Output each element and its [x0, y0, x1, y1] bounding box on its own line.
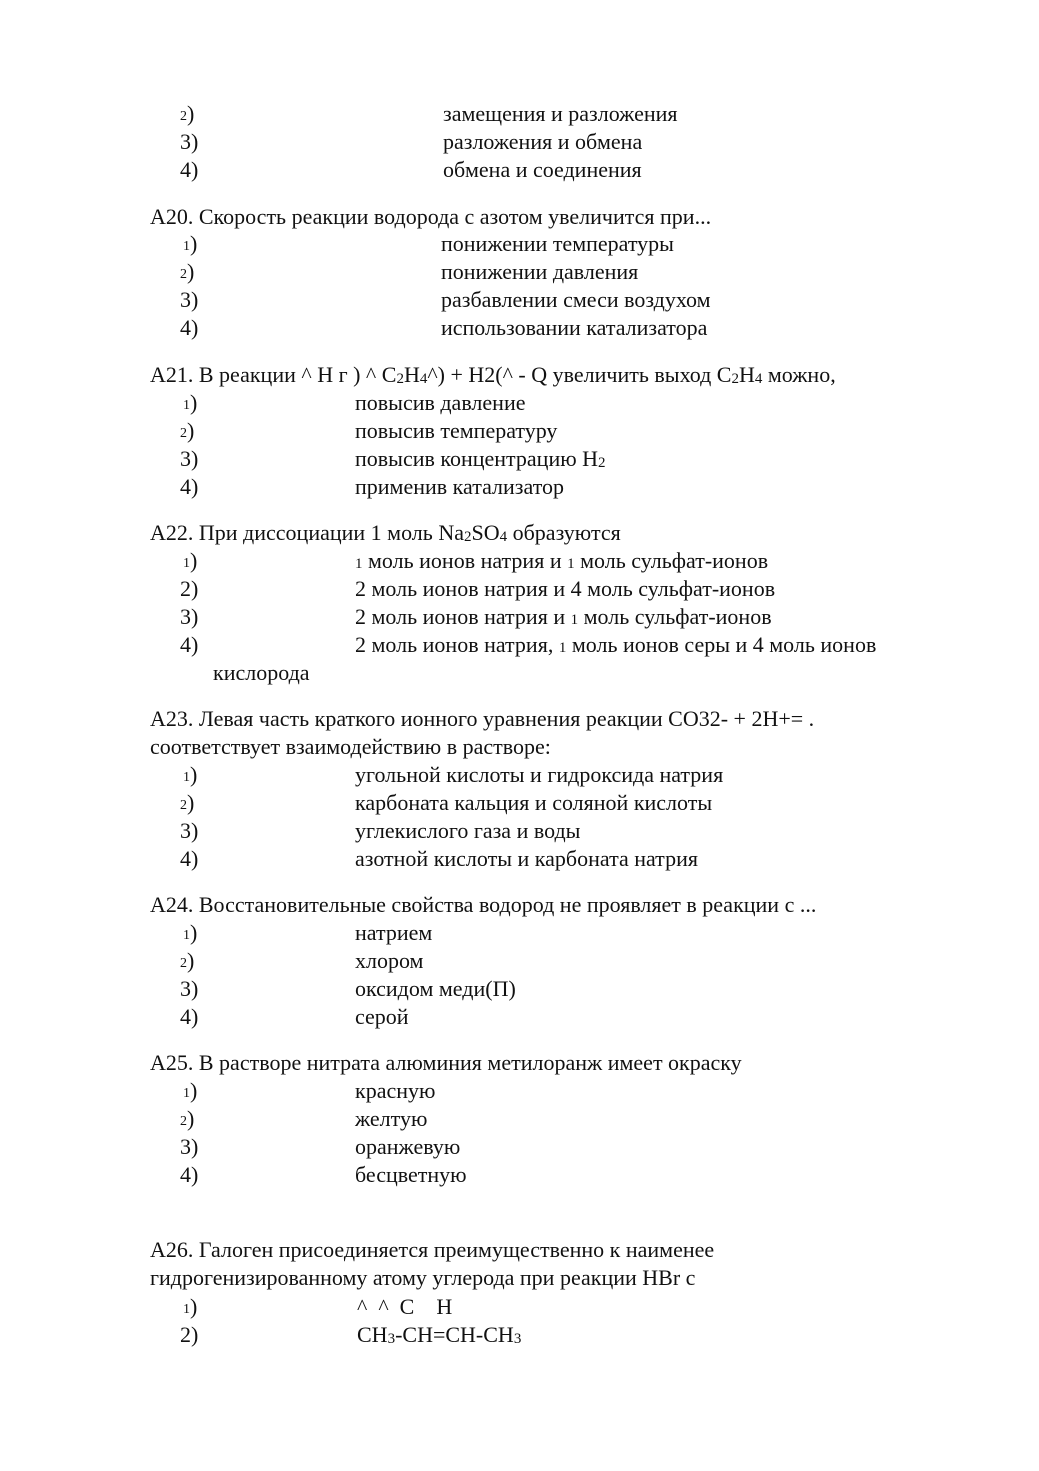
q24-question: А24. Восстановительные свойства водород не проявляет в реакции с ... — [150, 892, 817, 917]
q22-question: А22. При диссоциации 1 моль Na2SO4 образуются — [150, 520, 621, 545]
q19-option-2-text: замещения и разложения — [443, 101, 678, 126]
q20-option-1-num: 1) — [183, 231, 198, 256]
q24-option-4-text: серой — [355, 1004, 409, 1029]
q25-option-4-num: 4) — [180, 1162, 199, 1187]
q19-option-3-num: 3) — [180, 129, 199, 154]
q24-option-2-num: 2) — [180, 948, 195, 973]
q25-option-1-num: 1) — [183, 1078, 198, 1103]
q23-option-2-num: 2) — [180, 790, 195, 815]
q19-option-2-num: 2) — [180, 101, 195, 126]
q24-option-4-num: 4) — [180, 1004, 199, 1029]
q21-question: А21. В реакции ^ Н г ) ^ C2H4^) + H2(^ - Q увеличить выход C2H4 можно, — [150, 362, 836, 387]
q24-option-2-text: хлором — [355, 948, 424, 973]
q22-option-2-num: 2) — [180, 576, 199, 601]
q25-option-3-text: оранжевую — [355, 1134, 461, 1159]
q24-option-1-text: натрием — [355, 920, 433, 945]
q20-question: А20. Скорость реакции водорода с азотом увеличится при... — [150, 204, 712, 229]
q25-option-2-text: желтую — [355, 1106, 428, 1131]
q25-option-2-num: 2) — [180, 1106, 195, 1131]
q22-option-4-num: 4) — [180, 632, 199, 657]
q23-option-2-text: карбоната кальция и соляной кислоты — [355, 790, 713, 815]
q19-option-4-num: 4) — [180, 157, 199, 182]
q21-option-3-num: 3) — [180, 446, 199, 471]
q23-option-1-text: угольной кислоты и гидроксида натрия — [355, 762, 724, 787]
q21-option-4-text: применив катализатор — [355, 474, 565, 499]
q20-option-4-text: использовании катализатора — [441, 315, 708, 340]
q20-option-4-num: 4) — [180, 315, 199, 340]
q22-option-1-num: 1) — [183, 548, 198, 573]
q22-option-4-continuation: кислорода — [213, 660, 310, 685]
q25-option-4-text: бесцветную — [355, 1162, 467, 1187]
q20-option-3-num: 3) — [180, 287, 199, 312]
q21-option-2-text: повысив температуру — [355, 418, 558, 443]
q23-option-3-text: углекислого газа и воды — [355, 818, 581, 843]
q23-option-4-num: 4) — [180, 846, 199, 871]
q24-option-3-text: оксидом меди(П) — [355, 976, 516, 1001]
q21-option-3-text: повысив концентрацию H2 — [355, 446, 606, 471]
q22-option-3-text: 2 моль ионов натрия и 1 моль сульфат-ионов — [355, 604, 772, 629]
q22-option-2-text: 2 моль ионов натрия и 4 моль сульфат-ионов — [355, 576, 776, 601]
q20-option-2-num: 2) — [180, 259, 195, 284]
q23-question-line1: А23. Левая часть краткого ионного уравнения реакции CO32- + 2H+= . — [150, 706, 815, 731]
q25-question: А25. В растворе нитрата алюминия метилоранж имеет окраску — [150, 1050, 742, 1075]
q19-option-3-text: разложения и обмена — [443, 129, 643, 154]
q22-option-4-text: 2 моль ионов натрия, 1 моль ионов серы и 4 моль ионов — [355, 632, 877, 657]
q24-option-3-num: 3) — [180, 976, 199, 1001]
q26-option-2-num: 2) — [180, 1322, 199, 1347]
q23-option-3-num: 3) — [180, 818, 199, 843]
q23-option-1-num: 1) — [183, 762, 198, 787]
q21-option-2-num: 2) — [180, 418, 195, 443]
q22-option-1-text: 1 моль ионов натрия и 1 моль сульфат-ионов — [355, 548, 769, 573]
q22-option-3-num: 3) — [180, 604, 199, 629]
q20-option-2-text: понижении давления — [441, 259, 639, 284]
q26-option-1-num: 1) — [183, 1294, 198, 1319]
q26-question-line2: гидрогенизированному атому углерода при реакции HBr с — [150, 1265, 696, 1290]
q24-option-1-num: 1) — [183, 920, 198, 945]
q21-option-1-num: 1) — [183, 390, 198, 415]
q21-option-4-num: 4) — [180, 474, 199, 499]
q23-option-4-text: азотной кислоты и карбоната натрия — [355, 846, 698, 871]
q26-option-2-text: CH3-CH=CH-CH3 — [357, 1322, 522, 1347]
q25-option-1-text: красную — [355, 1078, 436, 1103]
q25-option-3-num: 3) — [180, 1134, 199, 1159]
q23-question-line2: соответствует взаимодействию в растворе: — [150, 734, 551, 759]
q20-option-1-text: понижении температуры — [441, 231, 674, 256]
q26-option-1-text: ^ ^ C H — [357, 1294, 453, 1319]
q20-option-3-text: разбавлении смеси воздухом — [441, 287, 711, 312]
q26-question-line1: А26. Галоген присоединяется преимущественно к наименее — [150, 1237, 715, 1262]
q21-option-1-text: повысив давление — [355, 390, 526, 415]
q19-option-4-text: обмена и соединения — [443, 157, 642, 182]
